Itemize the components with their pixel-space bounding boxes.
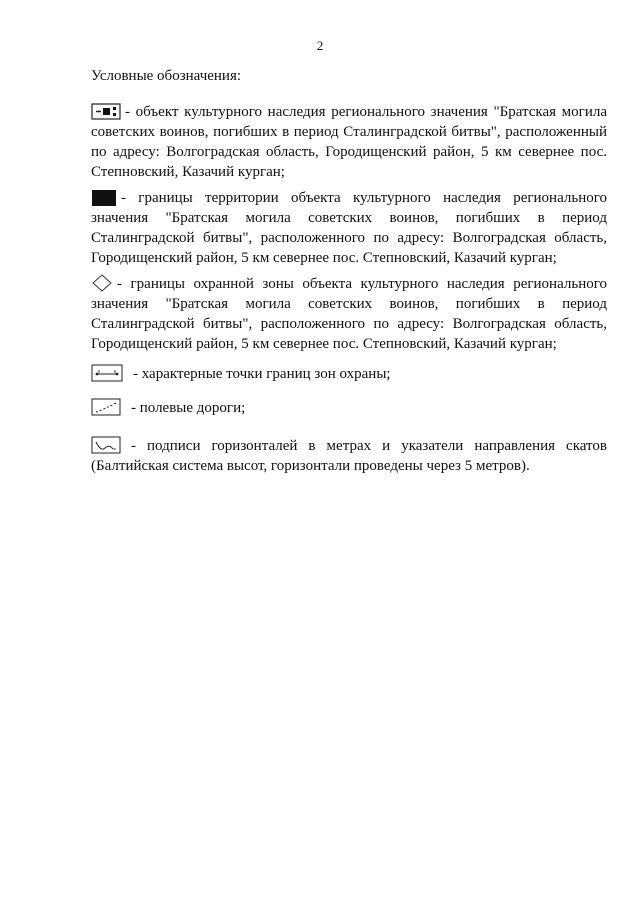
boundary-points-icon xyxy=(91,364,123,382)
legend-text-field-roads: - полевые дороги; xyxy=(131,400,246,416)
legend-item-object xyxy=(91,102,607,182)
diamond-outline-icon xyxy=(91,274,113,292)
legend-text-boundary-points: - характерные точки границ зон охраны; xyxy=(133,366,391,382)
legend-item-protection-zone xyxy=(91,274,607,354)
page-number: 2 xyxy=(316,38,324,53)
legend-text-protection-zone: - границы охранной зоны объекта культурного наследия регионального значения "Братская могила советских воинов, погибших в период Сталинградской битвы", расположенного по адресу: Волгоградская область, Городищенский район, 5 км севернее пос. Степновский, Казачий курган; xyxy=(91,276,607,352)
legend-item-territory xyxy=(91,188,607,268)
object-marker-icon xyxy=(91,103,121,120)
legend-heading: Условные обозначения: xyxy=(91,68,242,84)
legend-text-object: - объект культурного наследия регионального значения "Братская могила советских воинов, погибших в период Сталинградской битвы", расположенный по адресу: Волгоградская область, Городищенский район, 5 км севернее пос. Степновский, Казачий курган; xyxy=(91,104,607,180)
legend-text-territory: - границы территории объекта культурного наследия регионального значения "Братская могила советских воинов, погибших в период Сталинградской битвы", расположенного по адресу: Волгоградская область, Городищенский район, 5 км севернее пос. Степновский, Казачий курган; xyxy=(91,190,607,266)
filled-square-icon xyxy=(91,190,117,206)
dashed-road-icon xyxy=(91,398,121,416)
legend-item-field-roads xyxy=(91,398,607,418)
contour-line-icon xyxy=(91,436,121,454)
legend-text-contours: - подписи горизонталей в метрах и указатели направления скатов (Балтийская система высот, горизонтали проведены через 5 метров). xyxy=(91,438,607,474)
legend-item-boundary-points xyxy=(91,364,607,384)
legend-item-contours xyxy=(91,436,607,476)
